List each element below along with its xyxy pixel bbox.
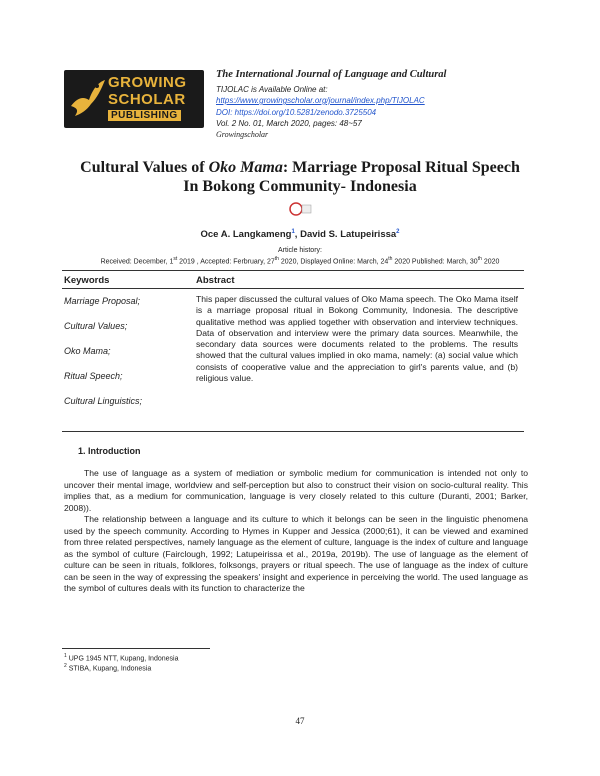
footnote-text: STIBA, Kupang, Indonesia	[66, 665, 152, 673]
divider-heading	[62, 288, 524, 289]
volume-info: Vol. 2 No. 01, March 2020, pages: 48~57	[216, 119, 362, 128]
availability-note: TIJOLAC is Available Online at:	[216, 85, 328, 94]
journal-url-link[interactable]: https://www.growingscholar.org/journal/index.php/TIJOLAC	[216, 96, 425, 105]
page-number: 47	[295, 716, 305, 726]
title-part1: Cultural Values of	[80, 159, 209, 176]
keyword-item: Oko Mama;	[64, 346, 111, 356]
history-label: Article history:	[278, 247, 322, 254]
intro-paragraph-2: The relationship between a language and its culture to which it belongs can be seen in the linguistic phenomena used by the speech community. According to Hymes in Kupper and Jessica (2000;61), it can be viewed and examined from three related perspectives, namely language as the element of culture, language is the index of culture and language as the symbol of culture (Fairclough, 1992; Latupeirissa et al., 2019a, 2019b). The use of language as the element of culture can be seen in rituals, folklores, folksongs, prayers or ritual speech. The use of language as the index of culture can be seen in the way of expressing the speakers' insight and experience in perceiving the world. The used language as the symbol of cultures deals with its function to characterize the	[64, 514, 528, 593]
title-line2: In Bokong Community- Indonesia	[183, 178, 417, 195]
author-separator: ,	[294, 229, 301, 241]
keywords-heading: Keywords	[64, 275, 110, 286]
intro-heading: 1. Introduction	[78, 446, 141, 456]
keyword-item: Cultural Values;	[64, 321, 128, 331]
title-part2: : Marriage Proposal Ritual Speech	[282, 159, 520, 176]
author-1: Oce A. Langkameng	[200, 229, 292, 241]
doi-link[interactable]	[216, 108, 376, 117]
crossmark-icon	[288, 201, 312, 217]
hist-sup: th	[388, 256, 393, 262]
intro-paragraph-1: The use of language as a system of mediation or symbolic medium for communication is intended not only to uncover their mental image, worldview and self-perception but also to construct their vision on socio-cultural reality. This implies that, as a medium for communication, language is very closely related to this culture (Duranti, 2001; Barker, 2008)).	[64, 468, 528, 513]
publisher-name: Growingscholar	[216, 130, 269, 139]
intro-body	[64, 468, 528, 595]
divider-bottom	[62, 431, 524, 432]
journal-title: The International Journal of Language and Cultural	[216, 69, 447, 80]
footnote-marker: 2	[64, 663, 67, 669]
abstract-heading: Abstract	[196, 275, 235, 286]
keyword-item: Marriage Proposal;	[64, 296, 141, 306]
hist-sup: st	[173, 256, 178, 262]
hist-displayed: 2020, Displayed Online: March, 24	[278, 258, 389, 266]
logo-text-publishing: PUBLISHING	[108, 110, 181, 121]
footnote-text: UPG 1945 NTT, Kupang, Indonesia	[66, 655, 179, 663]
doi-text: DOI: https://doi.org/10.5281/zenodo.3725504	[216, 108, 377, 117]
hist-received: Received: December, 1	[100, 258, 174, 266]
paper-title	[40, 158, 560, 196]
article-history	[0, 256, 600, 265]
bird-icon	[67, 76, 107, 122]
crossmark-badge[interactable]	[288, 201, 312, 217]
abstract-text: This paper discussed the cultural values of Oko Mama speech. The Oko Mama itself is a marriage proposal ritual in Bokong Community, Indonesia. The descriptive qualitative method was applied together with observation and interview techniques. Data of observation and interview were the primary data sources. Meanwhile, the secondary data sources were documents related to the problems. The results showed that the cultural values implied in oko mama, namely: (a) social value which consists of cooperative value and the appreciation to girl's parents value, and (b) religious value.	[196, 294, 518, 384]
hist-accepted: 2019 , Accepted: Ferbruary, 27	[177, 258, 275, 266]
hist-published: 2020 Published: March, 30	[392, 258, 478, 266]
footnote-2	[64, 663, 151, 672]
journal-logo	[64, 70, 204, 128]
author-1-affil[interactable]: 1	[291, 229, 295, 235]
title-italic: Oko Mama	[208, 159, 283, 176]
divider-top	[62, 270, 524, 271]
keyword-item: Cultural Linguistics;	[64, 396, 143, 406]
logo-text-scholar: SCHOLAR	[108, 91, 186, 108]
hist-sup: th	[477, 256, 482, 262]
logo-text-growing: GROWING	[108, 74, 187, 91]
author-list	[0, 229, 600, 240]
author-2-affil[interactable]: 2	[396, 229, 400, 235]
author-2: David S. Latupeirissa	[300, 229, 397, 241]
keyword-item: Ritual Speech;	[64, 371, 123, 381]
hist-end: 2020	[481, 258, 500, 266]
footnote-marker: 1	[64, 653, 67, 659]
hist-sup: th	[274, 256, 279, 262]
footnote-rule	[62, 648, 210, 649]
footnote-1	[64, 653, 178, 662]
